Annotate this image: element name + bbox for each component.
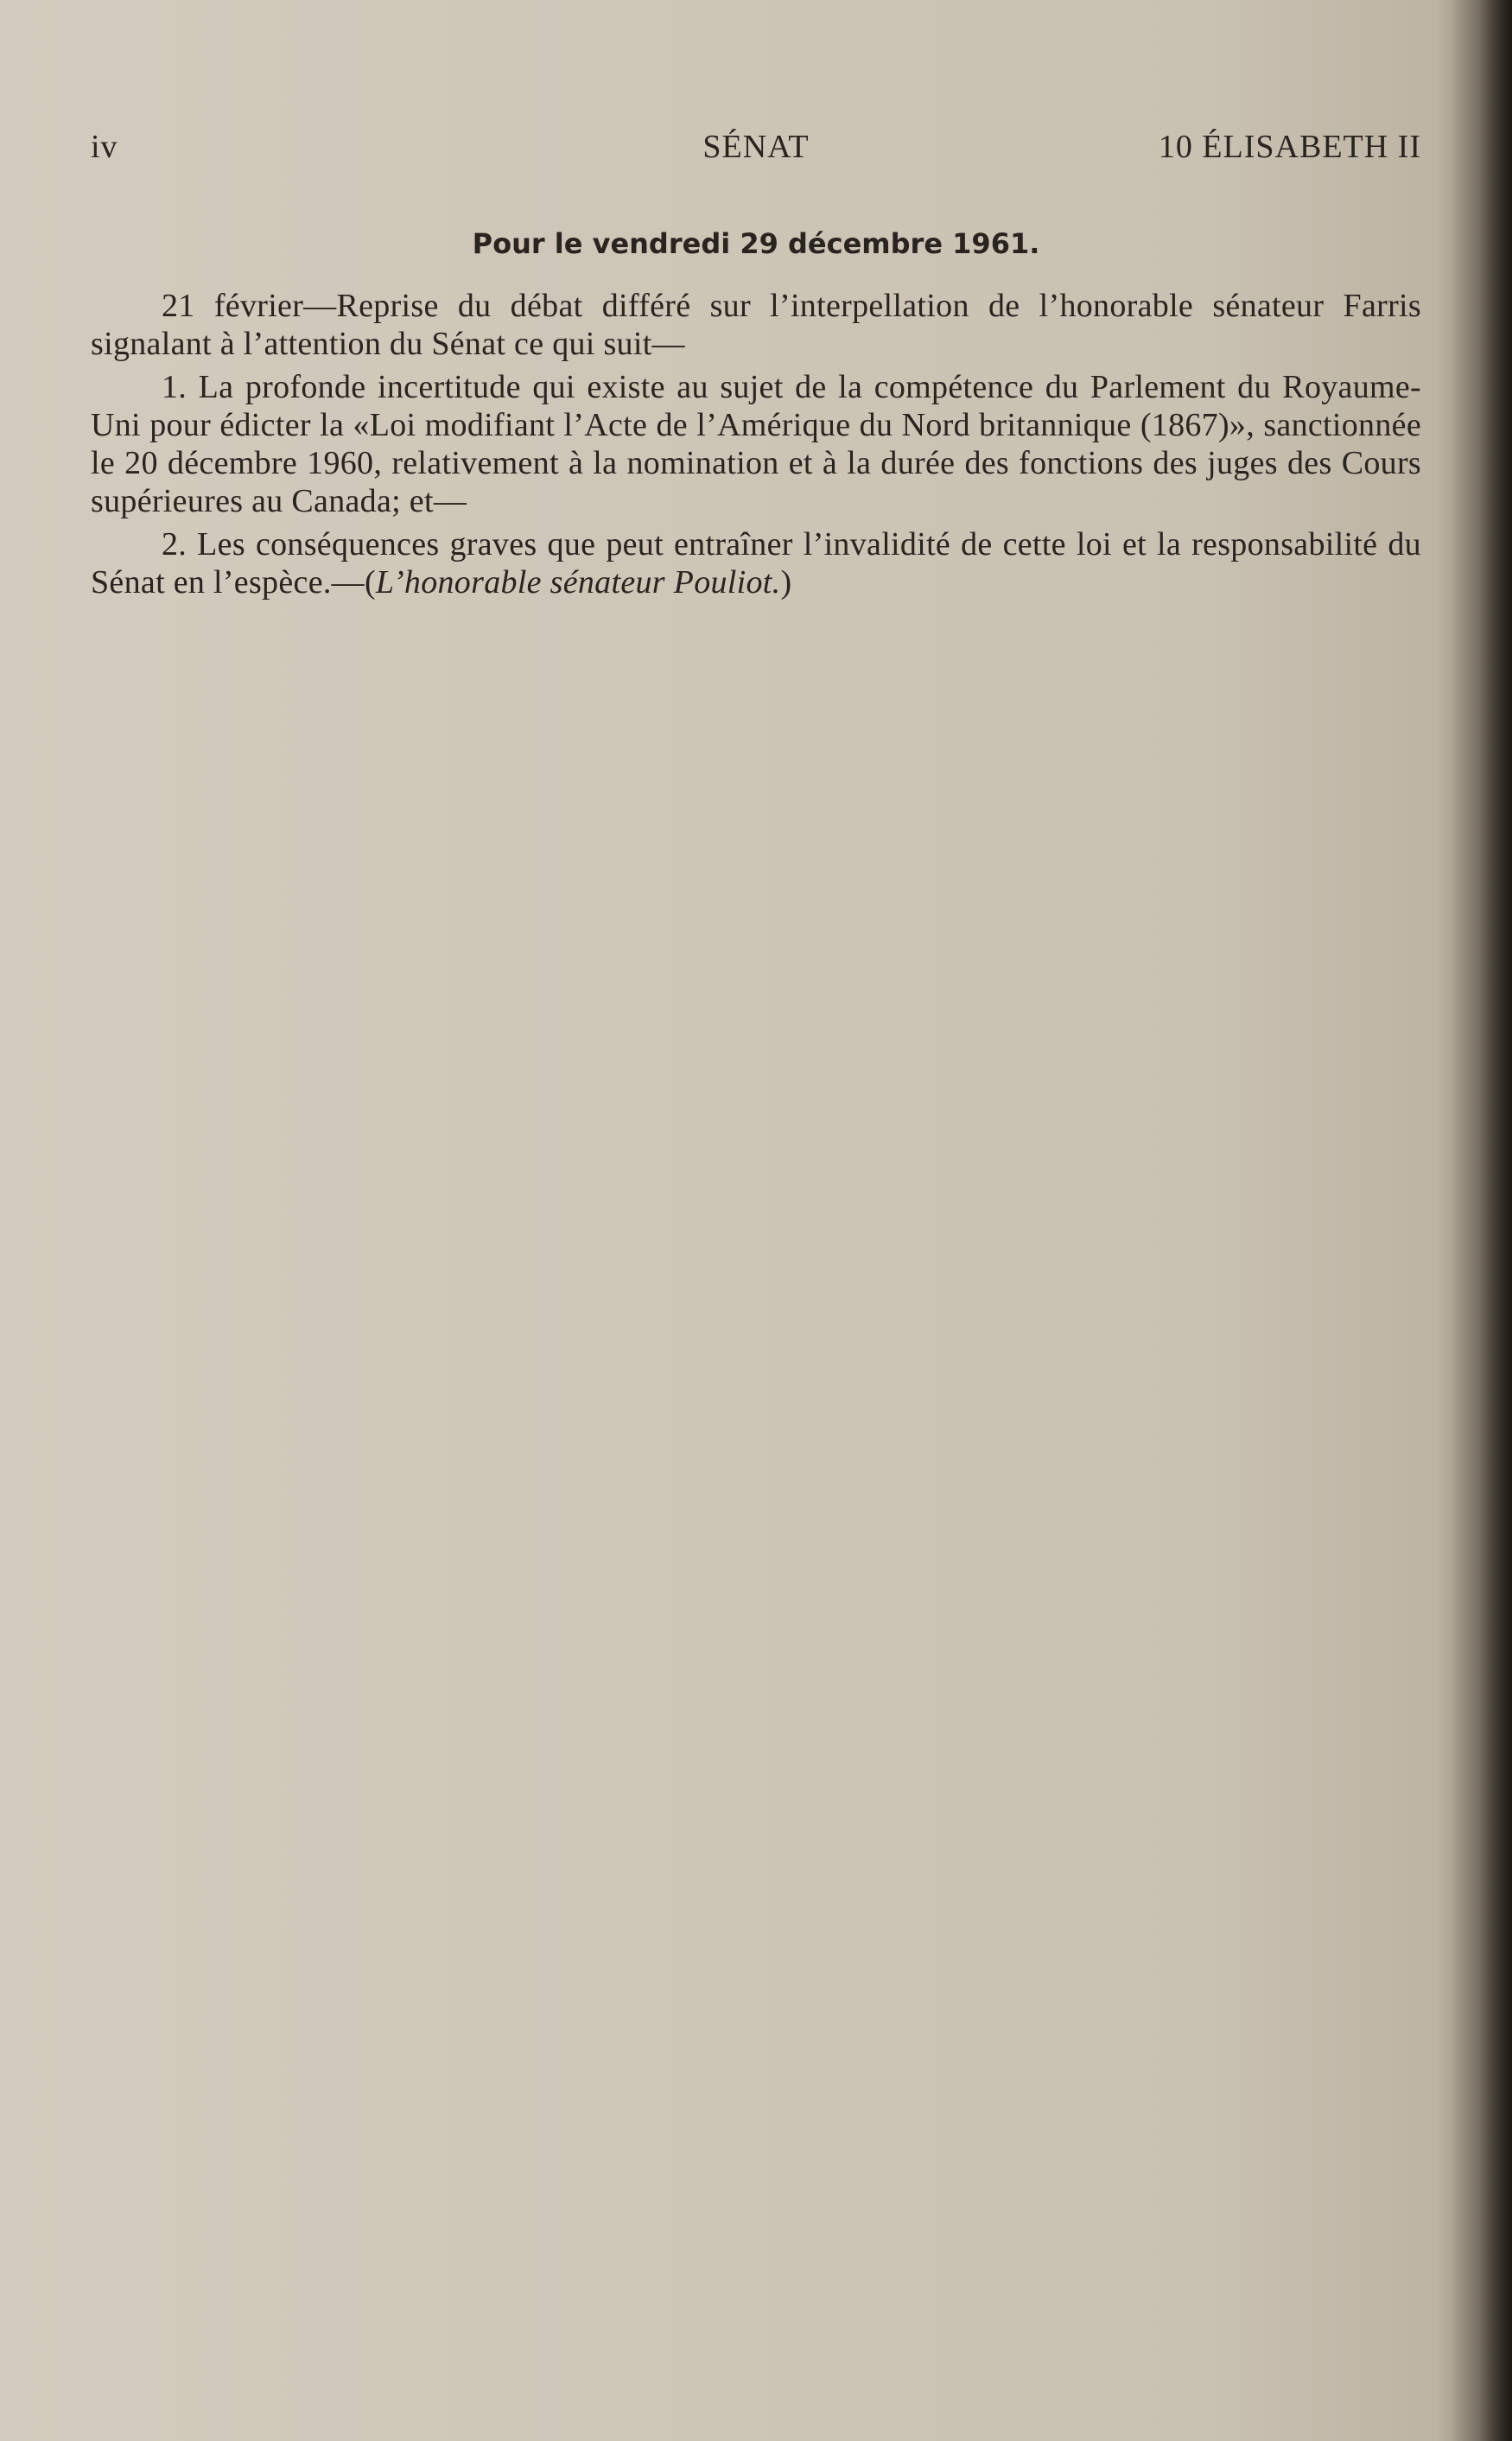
running-head-reign: 10 ÉLISABETH II	[1158, 129, 1421, 165]
page-number: iv	[91, 129, 118, 165]
running-head	[91, 128, 1421, 171]
paragraph-point-2	[91, 525, 1421, 601]
closing-paren: )	[780, 564, 792, 601]
paragraph-interpellation: 21 février—Reprise du débat différé sur l’interpellation de l’honorable sénateur Farris signalant à l’attention du Sénat ce qui suit—	[91, 288, 1421, 362]
running-head-title: SÉNAT	[702, 129, 810, 165]
paragraph-point-1: 1. La profonde incertitude qui existe au sujet de la compétence du Parlement du Royaume-Uni pour édicter la «Loi modifiant l’Acte de l’Amérique du Nord britannique (1867)», sanctionnée le 20 décembre 1960, relativement à la nomination et à la durée des fonctions des juges des Cours supérieures au Canada; et—	[91, 369, 1421, 519]
attribution: L’honorable sénateur Pouliot.	[375, 564, 781, 601]
binding-shadow	[1452, 0, 1512, 2441]
date-heading: Pour le vendredi 29 décembre 1961.	[472, 227, 1040, 260]
page-body	[91, 223, 1421, 601]
paragraph-point-2-text: 2. Les conséquences graves que peut entraîner l’invalidité de cette loi et la responsabilité du Sénat en l’espèce.—(	[91, 526, 1421, 601]
